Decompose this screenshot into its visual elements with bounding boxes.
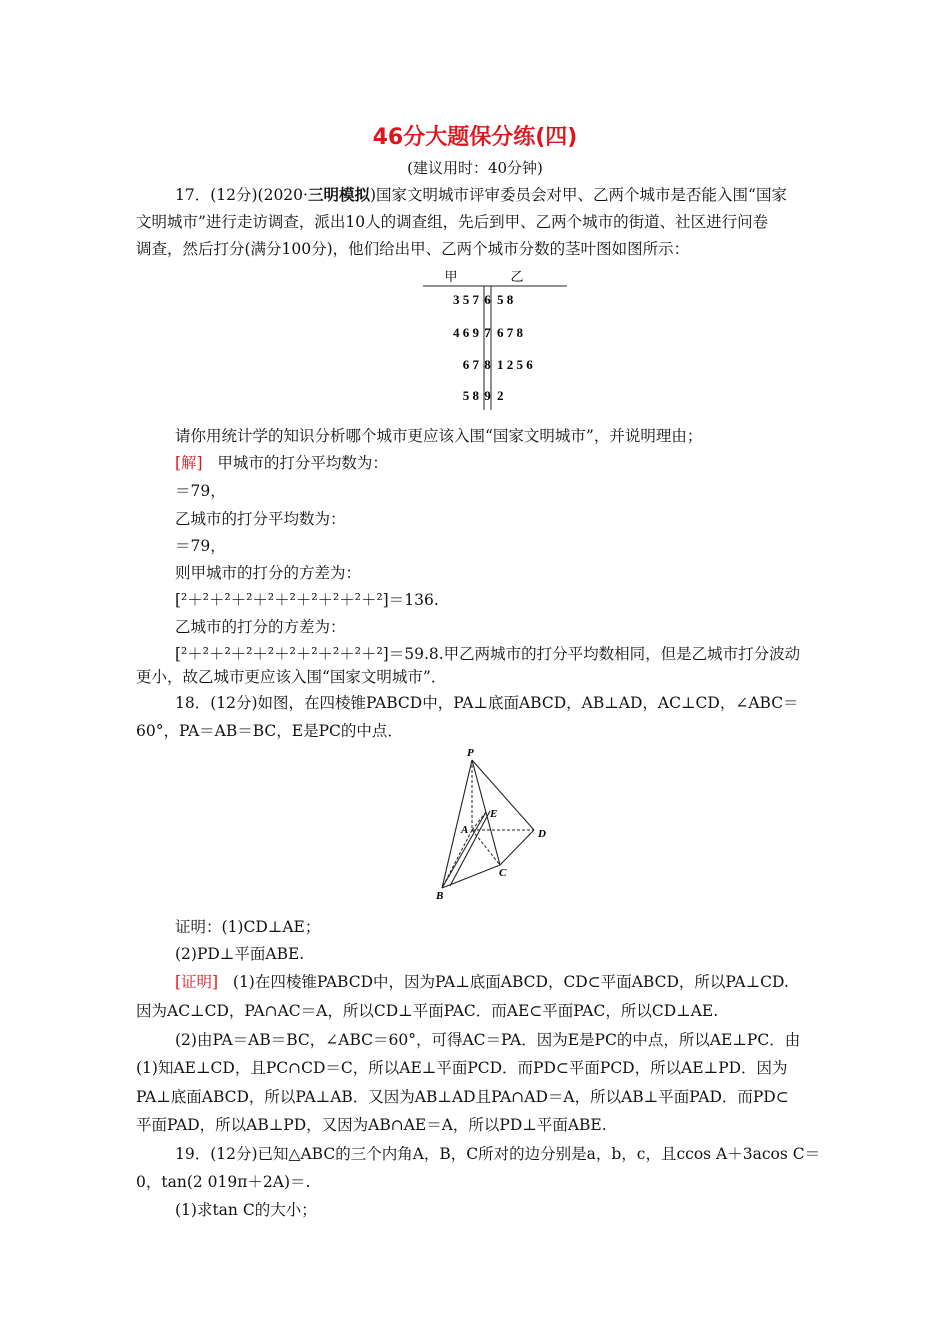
stem-leaf-row-stem: 7	[484, 325, 491, 340]
vertex-label-d: D	[538, 828, 546, 840]
q17-solution-line-4: ＝79，	[175, 537, 226, 555]
page-subtitle: (建议用时：40分钟)	[407, 159, 543, 177]
solution-tag: [解]	[175, 454, 203, 472]
q18-proof-line-3: (2)由PA＝AB＝BC，∠ABC＝60°，可得AC＝PA．因为E是PC的中点，所以AE⊥PC．由	[175, 1031, 801, 1049]
q17-solution-line-9: 更小，故乙城市更应该入围“国家文明城市”．	[136, 668, 447, 686]
stem-leaf-row-left: 6 7	[462, 357, 479, 372]
stem-leaf-row-left: 5 8	[462, 388, 479, 403]
q17-line-2: 文明城市”进行走访调查，派出10人的调查组，先后到甲、乙两个城市的街道、社区进行问卷	[136, 213, 769, 231]
q17-solution-line-1: [解] 甲城市的打分平均数为：	[175, 454, 388, 472]
q18-proof-line-4: (1)知AE⊥CD，且PC∩CD＝C，所以AE⊥平面PCD．而PD⊂平面PCD，所以AE⊥PD．因为	[136, 1059, 788, 1077]
q19-part-1: (1)求tan C的大小；	[175, 1201, 317, 1219]
q18-proof-line-2: 因为AC⊥CD，PA∩AC＝A，所以CD⊥平面PAC．而AE⊂平面PAC，所以CD⊥AE.	[136, 1002, 719, 1020]
q18-line-2: 60°，PA＝AB＝BC，E是PC的中点．	[136, 722, 403, 740]
q17-question: 请你用统计学的知识分析哪个城市更应该入围“国家文明城市”，并说明理由；	[175, 427, 703, 445]
q18-proof-line-6: 平面PAD，所以AB⊥PD，又因为AB∩AE＝A，所以PD⊥平面ABE.	[136, 1116, 607, 1134]
proof-tag: [证明]	[175, 973, 219, 991]
q17-solution-line-6: [²＋²＋²＋²＋²＋²＋²＋²＋²＋²]＝136.	[175, 591, 439, 609]
stem-leaf-row-right: 2	[497, 388, 504, 403]
q17-solution-line-5: 则甲城市的打分的方差为：	[175, 564, 362, 582]
stem-leaf-row-stem: 9	[484, 388, 491, 403]
stem-leaf-header-left: 甲	[444, 269, 458, 284]
stem-leaf-row-stem: 6	[484, 292, 491, 307]
stem-leaf-row-right: 5 8	[497, 292, 514, 307]
stem-leaf-row-stem: 8	[484, 357, 491, 372]
page-title: 46分大题保分练(四)	[372, 125, 578, 150]
q17-solution-line-8: [²＋²＋²＋²＋²＋²＋²＋²＋²＋²]＝59.8.甲乙两城市的打分平均数相同，但是乙城市打分波动	[175, 645, 801, 663]
q19-line-1: 19．(12分)已知△ABC的三个内角A，B，C所对的边分别是a，b，c，且ccos A＋3acos C＝	[175, 1145, 821, 1163]
stem-leaf-row-right: 6 7 8	[497, 325, 523, 340]
vertex-label-b: B	[436, 890, 444, 902]
stem-leaf-plot	[415, 265, 575, 415]
q18-part-2: (2)PD⊥平面ABE.	[175, 945, 305, 963]
pyramid-figure	[430, 745, 560, 905]
vertex-label-a: A	[461, 824, 469, 836]
q19-line-2: 0，tan(2 019π＋2A)＝.	[136, 1173, 311, 1191]
q18-proof-line-5: PA⊥底面ABCD，所以PA⊥AB．又因为AB⊥AD且PA∩AD＝A，所以AB⊥平面PAD．而PD⊂	[136, 1088, 789, 1106]
q17-line-3: 调查，然后打分(满分100分)，他们给出甲、乙两个城市分数的茎叶图如图所示：	[136, 240, 690, 258]
stem-leaf-header-right: 乙	[510, 269, 524, 284]
vertex-label-e: E	[490, 808, 498, 820]
stem-leaf-row-left: 4 6 9	[453, 325, 479, 340]
q18-proof-line-1: [证明] (1)在四棱锥PABCD中，因为PA⊥底面ABCD，CD⊂平面ABCD，所以PA⊥CD.	[175, 973, 789, 991]
vertex-label-c: C	[499, 867, 507, 879]
q18-prove-line: 证明：(1)CD⊥AE；	[175, 918, 321, 936]
q17-line-1: 17．(12分)(2020·三明模拟)国家文明城市评审委员会对甲、乙两个城市是否能入围“国家	[175, 185, 787, 204]
q18-line-1: 18．(12分)如图，在四棱锥PABCD中，PA⊥底面ABCD，AB⊥AD，AC⊥CD，∠ABC＝	[175, 694, 799, 712]
stem-leaf-row-right: 1 2 5 6	[497, 357, 533, 372]
q17-solution-line-7: 乙城市的打分的方差为：	[175, 618, 346, 636]
q17-solution-line-2: ＝79，	[175, 482, 226, 500]
q17-solution-line-3: 乙城市的打分平均数为：	[175, 510, 346, 528]
vertex-label-p: P	[467, 747, 474, 759]
stem-leaf-row-left: 3 5 7	[453, 292, 479, 307]
